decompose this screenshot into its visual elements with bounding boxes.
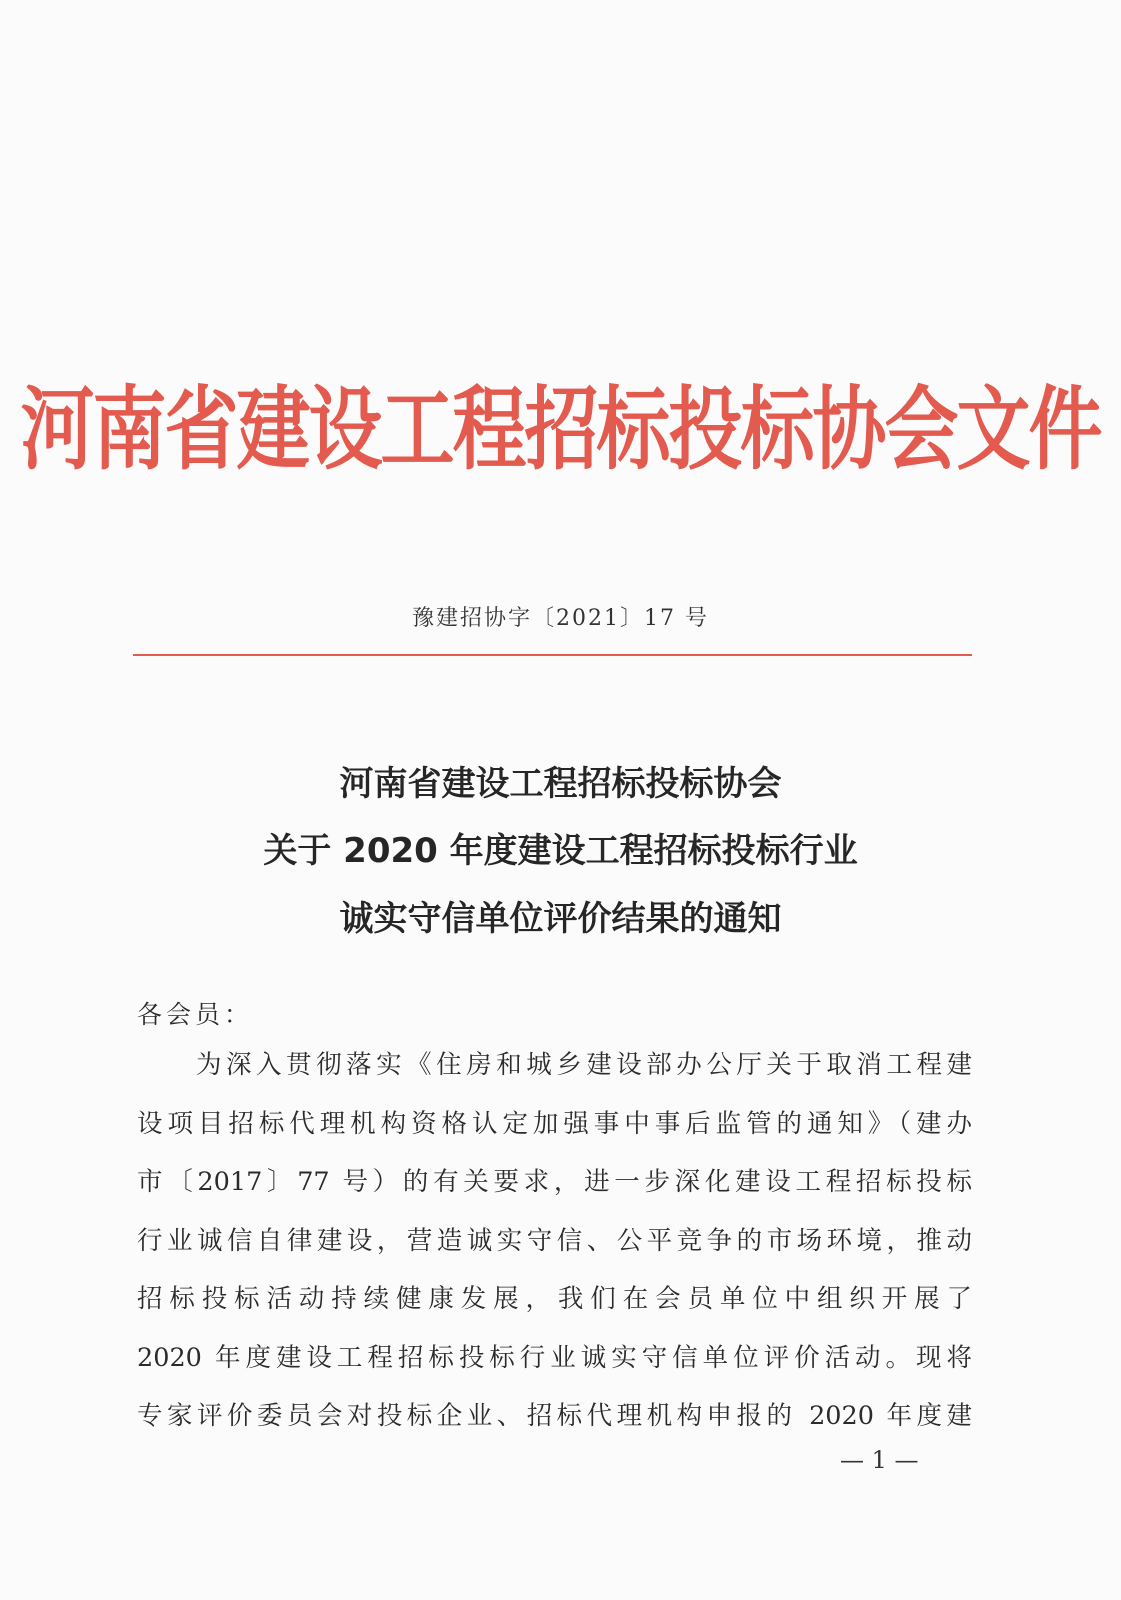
body-line: 行业诚信自律建设，营造诚实守信、公平竞争的市场环境，推动 — [137, 1226, 972, 1256]
body-line: 设项目招标代理机构资格认定加强事中事后监管的通知》（建办 — [137, 1109, 972, 1139]
body-line: 专家评价委员会对投标企业、招标代理机构申报的 2020 年度建 — [137, 1401, 972, 1431]
body-line: 2020 年度建设工程招标投标行业诚实守信单位评价活动。现将 — [137, 1343, 972, 1373]
notice-title-line-3: 诚实守信单位评价结果的通知 — [339, 899, 782, 939]
notice-title-line-1: 河南省建设工程招标投标协会 — [339, 764, 782, 804]
page-number: — 1 — — [840, 1446, 919, 1474]
org-file-title: 河南省建设工程招标投标协会文件 — [20, 377, 1101, 483]
body-line: 招标投标活动持续健康发展，我们在会员单位中组织开展了 — [137, 1284, 972, 1314]
red-divider-line — [133, 654, 972, 656]
body-line: 市〔2017〕77 号）的有关要求，进一步深化建设工程招标投标 — [137, 1167, 972, 1197]
notice-title-line-2: 关于 2020 年度建设工程招标投标行业 — [263, 831, 858, 871]
body-line: 为深入贯彻落实《住房和城乡建设部办公厅关于取消工程建 — [196, 1050, 972, 1080]
document-number: 豫建招协字〔2021〕17 号 — [412, 606, 709, 631]
salutation: 各会员： — [137, 1000, 254, 1029]
